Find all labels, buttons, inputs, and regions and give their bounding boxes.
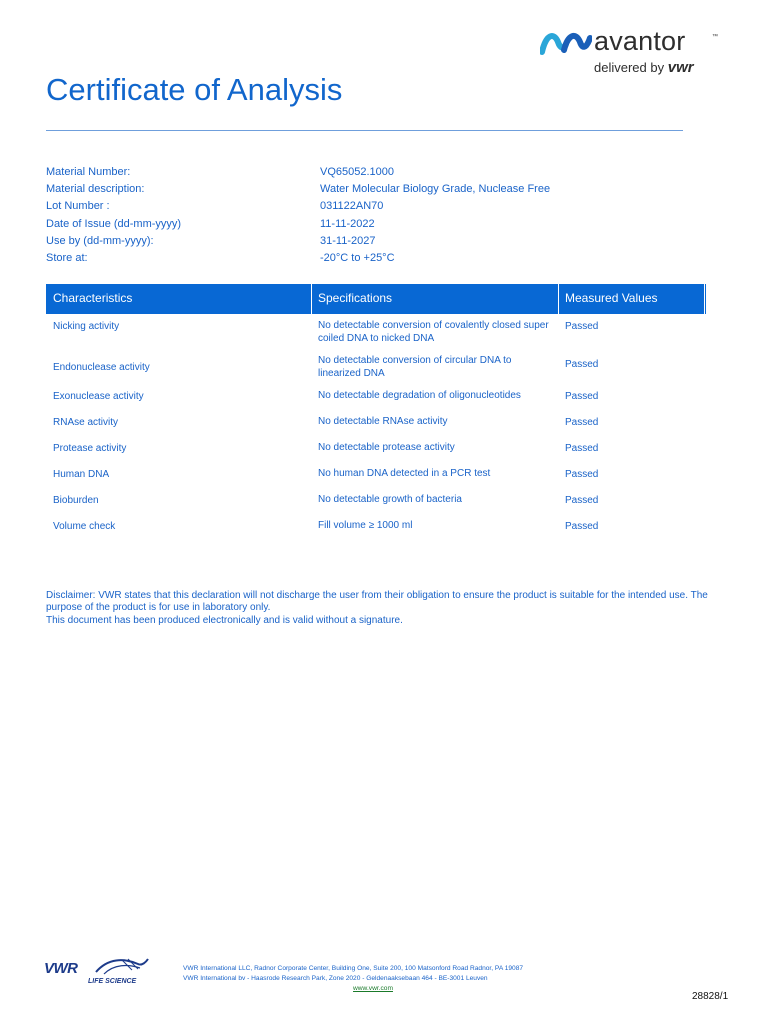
- characteristic-cell: Endonuclease activity: [53, 362, 150, 373]
- info-value: 031122AN70: [320, 200, 384, 213]
- page-title: Certificate of Analysis: [46, 72, 343, 107]
- table-row: [46, 314, 706, 349]
- life-science-label: LIFE SCIENCE: [88, 978, 137, 985]
- table-row: [46, 463, 706, 489]
- column-separator: [311, 284, 312, 314]
- info-row-store-at: [46, 252, 666, 269]
- title-divider: [46, 130, 683, 131]
- table-row: [46, 489, 706, 515]
- characteristic-cell: Nicking activity: [53, 321, 120, 332]
- specification-cell: No human DNA detected in a PCR test: [318, 468, 491, 479]
- electronic-signature-note: This document has been produced electronically and is valid without a signature.: [46, 614, 403, 626]
- info-label: Use by (dd-mm-yyyy):: [46, 234, 154, 247]
- info-value: VQ65052.1000: [320, 166, 395, 178]
- info-row-material-number: [46, 166, 666, 183]
- disclaimer: [46, 590, 726, 627]
- tagline-brand: vwr: [667, 59, 694, 76]
- info-value: 31-11-2027: [320, 234, 376, 247]
- website-link[interactable]: www.vwr.com: [353, 985, 393, 992]
- table-row: [46, 411, 706, 437]
- characteristic-cell: Volume check: [53, 521, 116, 532]
- info-row-use-by: [46, 235, 666, 252]
- footer-address: [183, 964, 643, 994]
- specification-cell: No detectable RNAse activity: [318, 416, 448, 427]
- tagline-prefix: delivered by: [594, 60, 665, 75]
- table-row: [46, 349, 706, 385]
- disclaimer-text: Disclaimer: VWR states that this declaration will not discharge the user from their obligation to ensure the product is suitable for the intended use. The purpose of the product is for use in laboratory only.: [46, 590, 708, 614]
- measured-value-cell: Passed: [565, 443, 599, 454]
- info-row-material-description: [46, 183, 666, 200]
- table-header: [46, 284, 706, 314]
- characteristic-cell: Protease activity: [53, 443, 127, 454]
- characteristic-cell: RNAse activity: [53, 417, 119, 428]
- specification-cell: No detectable degradation of oligonucleotides: [318, 390, 521, 401]
- specification-cell: No detectable conversion of covalently closed super coiled DNA to nicked DNA: [318, 320, 549, 344]
- characteristic-cell: Exonuclease activity: [53, 391, 144, 402]
- table-body: [46, 314, 706, 541]
- measured-value-cell: Passed: [565, 359, 599, 370]
- measured-value-cell: Passed: [565, 521, 599, 532]
- vwr-wordmark: VWR: [44, 960, 78, 977]
- info-label: Lot Number :: [46, 200, 110, 213]
- specification-cell: No detectable growth of bacteria: [318, 494, 462, 505]
- specification-cell: No detectable conversion of circular DNA to linearized DNA: [318, 355, 512, 379]
- info-row-lot-number: [46, 200, 666, 217]
- info-label: Material description:: [46, 183, 145, 196]
- measured-value-cell: Passed: [565, 391, 599, 402]
- address-line-eu: VWR International bv - Haasrode Research Park, Zone 2020 - Geldenaaksebaan 464 - BE-3001 Leuven: [183, 975, 488, 982]
- column-header-specifications: Specifications: [318, 291, 393, 305]
- characteristic-cell: Bioburden: [53, 495, 99, 506]
- info-value: Water Molecular Biology Grade, Nuclease Free: [320, 183, 551, 196]
- table-row: [46, 437, 706, 463]
- column-separator: [558, 284, 559, 314]
- measured-value-cell: Passed: [565, 321, 599, 332]
- vwr-swoosh-icon: [94, 956, 150, 978]
- info-label: Store at:: [46, 251, 88, 264]
- info-row-date-of-issue: [46, 218, 666, 235]
- analysis-table: [46, 284, 706, 541]
- info-value: -20°C to +25°C: [320, 251, 395, 264]
- logo-tagline: [594, 59, 694, 76]
- avantor-logo: [540, 28, 730, 78]
- characteristic-cell: Human DNA: [53, 469, 110, 480]
- info-label: Date of Issue (dd-mm-yyyy): [46, 217, 182, 230]
- info-label: Material Number:: [46, 166, 131, 178]
- specification-cell: Fill volume ≥ 1000 ml: [318, 520, 413, 531]
- info-value: 11-11-2022: [320, 217, 375, 230]
- vwr-life-science-logo: [44, 956, 154, 990]
- column-header-measured-values: Measured Values: [565, 291, 658, 305]
- trademark-mark: ™: [712, 34, 718, 40]
- avantor-mark-icon: [540, 30, 592, 56]
- measured-value-cell: Passed: [565, 417, 599, 428]
- table-row: [46, 515, 706, 541]
- column-separator: [704, 284, 705, 314]
- material-info: [46, 166, 666, 269]
- measured-value-cell: Passed: [565, 495, 599, 506]
- measured-value-cell: Passed: [565, 469, 599, 480]
- column-header-characteristics: Characteristics: [53, 291, 133, 305]
- address-line-us: VWR International LLC, Radnor Corporate Center, Building One, Suite 200, 100 Matsonford Road Radnor, PA 19087: [183, 965, 524, 972]
- document-number: 28828/1: [692, 991, 729, 1002]
- avantor-wordmark: avantor: [594, 26, 686, 56]
- table-row: [46, 385, 706, 411]
- specification-cell: No detectable protease activity: [318, 442, 455, 453]
